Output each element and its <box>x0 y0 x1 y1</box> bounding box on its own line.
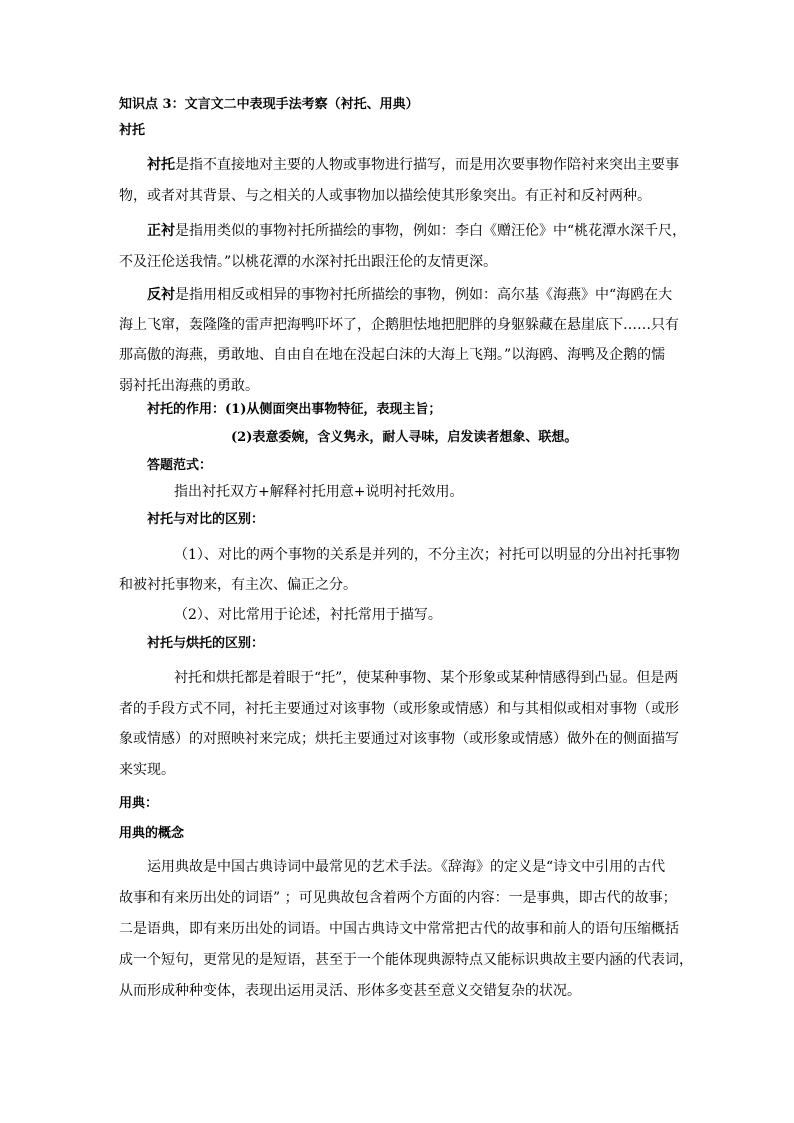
vs-setoff-line-2: 者的手段方式不同，衬托主要通过对该事物（或形象或情感）和与其相似或相对事物（或形 <box>119 701 679 717</box>
page-heading: 知识点 3：文言文二中表现手法考察（衬托、用典） <box>119 97 419 112</box>
allusion-concept-title: 用典的概念 <box>119 826 185 841</box>
vs-comparison-point1-line-2: 和被衬托事物来，有主次、偏正之分。 <box>119 577 357 593</box>
vs-comparison-point2: （2）、对比常用于论述，衬托常用于描写。 <box>174 607 442 623</box>
positive-term: 正衬 <box>147 223 175 239</box>
allusion-line-5: 从而形成种种变体，表现出运用灵活、形体多变甚至意义交错复杂的状况。 <box>119 983 581 999</box>
definition-line-2: 物，或者对其背景、与之相关的人或事物加以描绘使其形象突出。有正衬和反衬两种。 <box>119 188 651 204</box>
allusion-line-3: 二是语典，即有来历出处的词语。中国古典诗文中常常把古代的故事和前人的语句压缩概括 <box>119 921 679 937</box>
allusion-line-1: 运用典故是中国古典诗词中最常见的艺术手法。《辞海》的定义是“诗文中引用的古代 <box>147 859 666 875</box>
effects-line-1: 衬托的作用：(1)从侧面突出事物特征，表现主旨； <box>147 402 442 417</box>
allusion-line-2: 故事和有来历出处的词语” ；可见典故包含着两个方面的内容：一是事典，即古代的故事； <box>119 890 677 906</box>
vs-setoff-line-3: 象或情感）的对照映衬来完成；烘托主要通过对该事物（或形象或情感）做外在的侧面描写 <box>119 731 679 747</box>
vs-setoff-line-4: 来实现。 <box>119 762 175 778</box>
definition-term: 衬托 <box>147 157 175 173</box>
negative-line-4: 弱衬托出海燕的勇敢。 <box>119 378 259 394</box>
effects-line-2: (2)表意委婉，含义隽永，耐人寻味，启发读者想象、联想。 <box>231 430 578 445</box>
allusion-section-title: 用典： <box>119 796 159 811</box>
negative-line-2: 海上飞窜，轰隆隆的雷声把海鸭吓坏了，企鹅胆怯地把肥胖的身躯躲藏在悬崖底下……只有 <box>119 317 679 333</box>
negative-term: 反衬 <box>147 287 175 303</box>
negative-line-1: 反衬是指用相反或相异的事物衬托所描绘的事物，例如：高尔基《海燕》中“海鸥在大 <box>147 287 673 303</box>
answer-label: 答题范式： <box>147 458 213 473</box>
vs-comparison-point1-line-1: （1）、对比的两个事物的关系是并列的，不分主次；衬托可以明显的分出衬托事物 <box>174 547 680 563</box>
answer-text: 指出衬托双方+解释衬托用意+说明衬托效用。 <box>174 484 464 500</box>
positive-line-1: 正衬是指用类似的事物衬托所描绘的事物，例如：李白《赠汪伦》中“桃花潭水深千尺， <box>147 223 687 239</box>
allusion-line-4: 成一个短句，更常见的是短语，甚至于一个能体现典源特点又能标识典故主要内涵的代表词， <box>119 952 693 968</box>
definition-line-1: 衬托是指不直接地对主要的人物或事物进行描写，而是用次要事物作陪衬来突出主要事 <box>147 157 679 173</box>
vs-setoff-line-1: 衬托和烘托都是着眼于“托”，使某种事物、某个形象或某种情感得到凸显。但是两 <box>174 670 679 686</box>
positive-line-2: 不及汪伦送我情。”以桃花潭的水深衬托出跟汪伦的友情更深。 <box>119 254 498 270</box>
effects-label: 衬托的作用： <box>147 402 226 417</box>
contrast-section-title: 衬托 <box>119 123 146 138</box>
vs-comparison-label: 衬托与对比的区别： <box>147 512 265 527</box>
negative-line-3: 那高傲的海燕，勇敢地、自由自在地在没起白沫的大海上飞翔。”以海鸥、海鸭及企鹅的懦 <box>119 347 666 363</box>
vs-setoff-label: 衬托与烘托的区别： <box>147 636 265 651</box>
